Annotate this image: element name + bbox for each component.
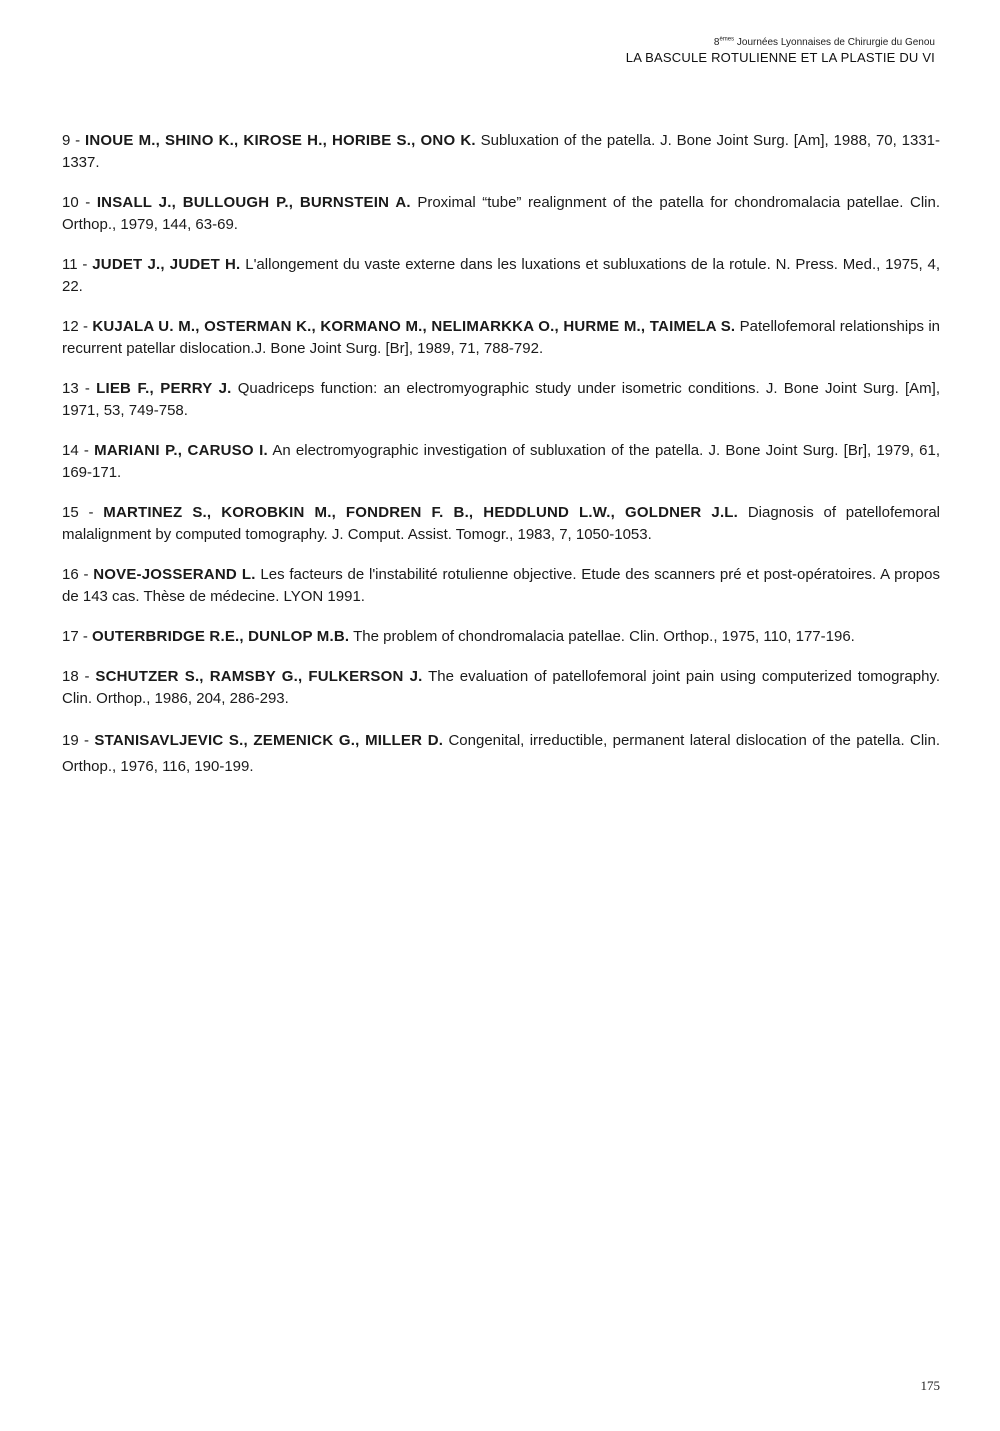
reference-number: 12 -	[62, 318, 93, 335]
reference-item	[62, 316, 940, 360]
reference-number: 18 -	[62, 668, 96, 685]
reference-authors: JUDET J., JUDET H.	[92, 256, 241, 273]
reference-item	[62, 626, 940, 648]
reference-number: 10 -	[62, 194, 97, 211]
reference-number: 14 -	[62, 442, 95, 459]
reference-number: 19 -	[62, 732, 95, 749]
reference-text: The problem of chondromalacia patellae. Clin. Orthop., 1975, 110, 177-196.	[349, 628, 855, 645]
reference-text: An electromyographic investigation of subluxation of the patella. J. Bone Joint Surg. [Br], 1979, 61, 169-171.	[62, 442, 941, 481]
reference-number: 17 -	[62, 628, 93, 645]
reference-text: Subluxation of the patella. J. Bone Joint Surg. [Am], 1988, 70, 1331-1337.	[62, 132, 941, 171]
reference-authors: OUTERBRIDGE R.E., DUNLOP M.B.	[92, 628, 350, 645]
reference-text: The evaluation of patellofemoral joint pain using computerized tomography. Clin. Orthop., 1986, 204, 286-293.	[62, 668, 940, 707]
reference-authors: LIEB F., PERRY J.	[96, 380, 232, 397]
reference-number: 13 -	[62, 380, 97, 397]
reference-item	[62, 254, 940, 298]
conference-title: Journées Lyonnaises de Chirurgie du Genou	[734, 37, 935, 48]
reference-number: 11 -	[62, 256, 93, 273]
reference-authors: INOUE M., SHINO K., KIROSE H., HORIBE S., ONO K.	[85, 132, 476, 149]
reference-item	[62, 192, 940, 236]
reference-text: Patellofemoral relationships in recurrent patellar dislocation.J. Bone Joint Surg. [Br], 1989, 71, 788-792.	[62, 318, 941, 357]
conference-name	[626, 36, 935, 50]
reference-number: 16 -	[62, 566, 94, 583]
reference-item	[62, 728, 940, 780]
reference-text: Les facteurs de l'instabilité rotulienne objective. Etude des scanners pré et post-opératoires. A propos de 143 cas. Thèse de médecine. LYON 1991.	[62, 566, 940, 605]
reference-text: L'allongement du vaste externe dans les luxations et subluxations de la rotule. N. Press. Med., 1975, 4, 22.	[62, 256, 941, 295]
edition-superscript: èmes	[719, 36, 735, 43]
reference-authors: SCHUTZER S., RAMSBY G., FULKERSON J.	[95, 668, 423, 685]
reference-item	[62, 378, 940, 422]
edition-number: 8	[713, 37, 720, 48]
reference-number: 9 -	[62, 132, 86, 149]
running-header	[626, 36, 935, 66]
reference-text: Diagnosis of patellofemoral malalignment by computed tomography. J. Comput. Assist. Tomogr., 1983, 7, 1050-1053.	[62, 504, 940, 543]
reference-list	[62, 130, 940, 780]
reference-text: Proximal “tube” realignment of the patella for chondromalacia patellae. Clin. Orthop., 1979, 144, 63-69.	[62, 194, 941, 233]
reference-authors: KUJALA U. M., OSTERMAN K., KORMANO M., NELIMARKKA O., HURME M., TAIMELA S.	[92, 318, 736, 335]
reference-text: Congenital, irreductible, permanent lateral dislocation of the patella. Clin. Orthop., 1976, 116, 190-199.	[62, 732, 941, 775]
reference-authors: MARTINEZ S., KOROBKIN M., FONDREN F. B., HEDDLUND L.W., GOLDNER J.L.	[103, 504, 739, 521]
reference-item	[62, 564, 940, 608]
page-number: 175	[920, 1378, 940, 1393]
reference-number: 15 -	[62, 504, 104, 521]
reference-text: Quadriceps function: an electromyographic study under isometric conditions. J. Bone Joint Surg. [Am], 1971, 53, 749-758.	[62, 380, 940, 419]
chapter-title: LA BASCULE ROTULIENNE ET LA PLASTIE DU VI	[625, 50, 935, 65]
reference-authors: STANISAVLJEVIC S., ZEMENICK G., MILLER D.	[94, 732, 444, 749]
reference-item	[62, 130, 940, 174]
reference-authors: NOVE-JOSSERAND L.	[93, 566, 256, 583]
reference-item	[62, 502, 940, 546]
reference-authors: MARIANI P., CARUSO I.	[94, 442, 268, 459]
reference-item	[62, 666, 940, 710]
reference-item	[62, 440, 940, 484]
reference-authors: INSALL J., BULLOUGH P., BURNSTEIN A.	[96, 194, 411, 211]
